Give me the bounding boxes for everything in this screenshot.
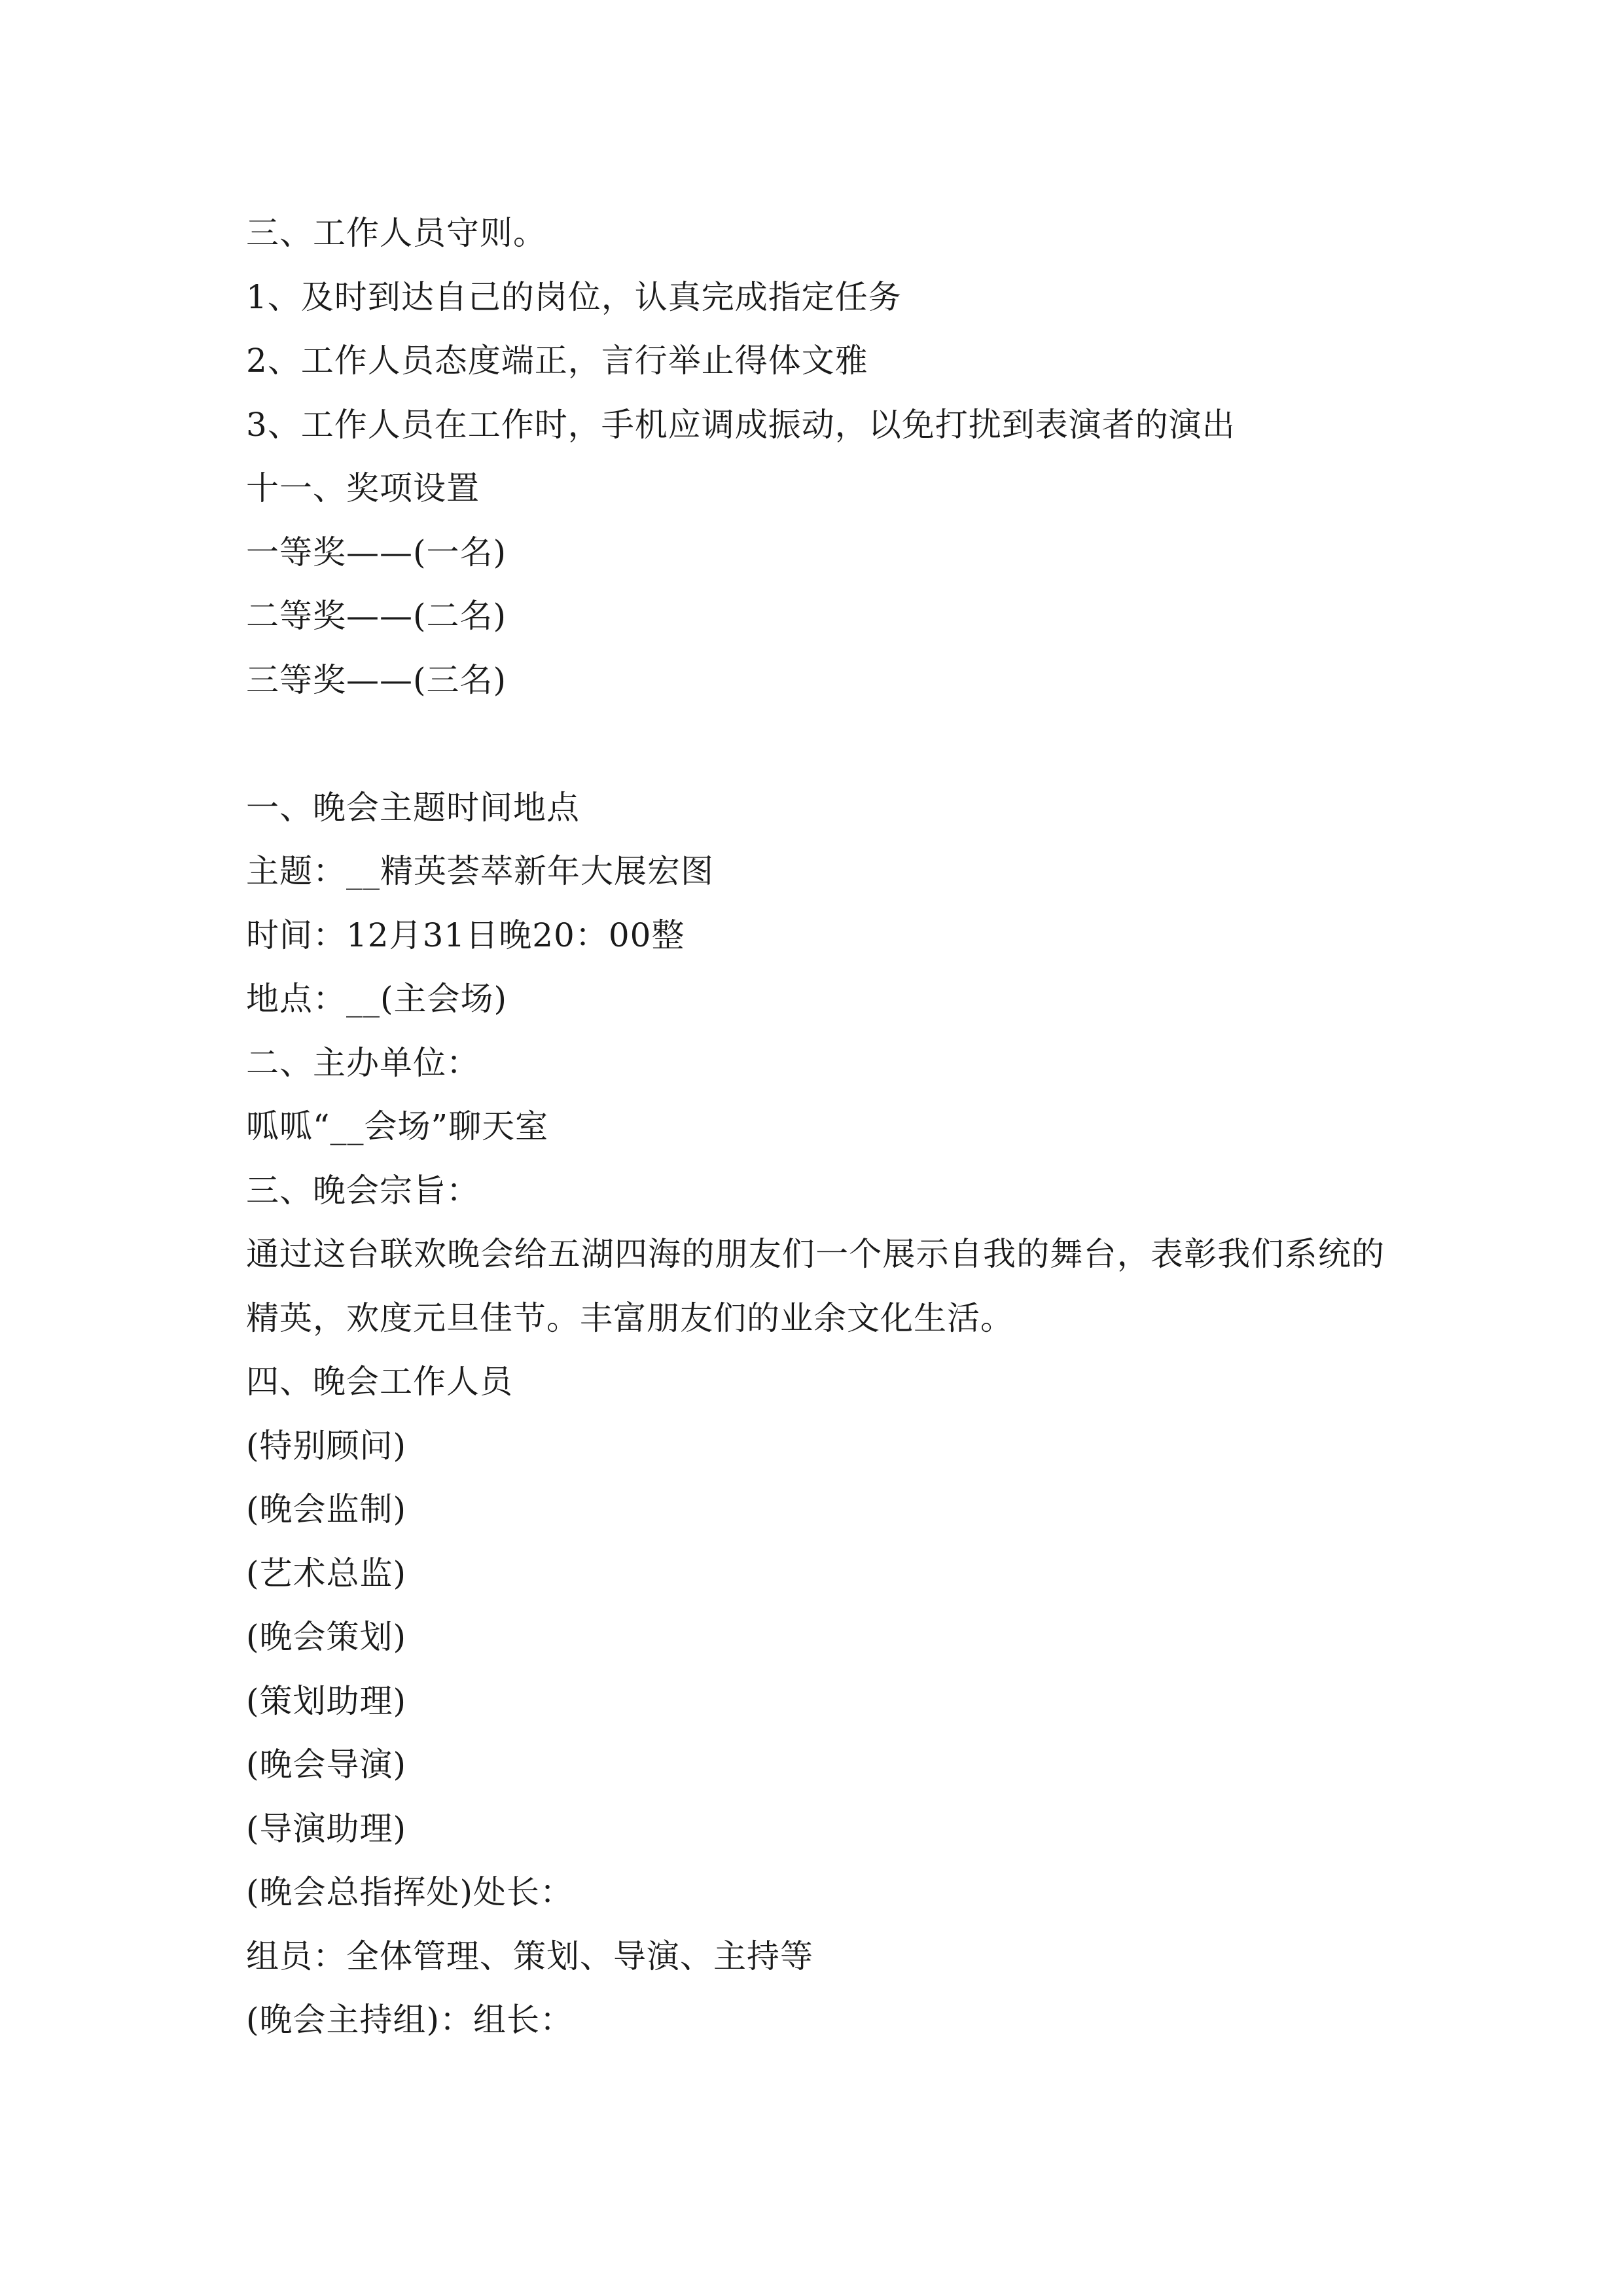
purpose-paragraph: 通过这台联欢晚会给五湖四海的朋友们一个展示自我的舞台，表彰我们系统的精英，欢度元旦佳节。丰富朋友们的业余文化生活。 xyxy=(246,1235,1385,1337)
place-line: 地点：__(主会场) xyxy=(246,980,508,1018)
section-heading-awards: 十一、奖项设置 xyxy=(246,469,480,507)
staff-members-line: 组员：全体管理、策划、导演、主持等 xyxy=(246,1937,813,1975)
time-line: 时间：12月31日晚20：00整 xyxy=(246,916,685,954)
rule-item-3: 3、工作人员在工作时，手机应调成振动，以免打扰到表演者的演出 xyxy=(246,405,1236,444)
award-second: 二等奖——(二名) xyxy=(246,597,507,635)
section-heading-theme-time-place: 一、晚会主题时间地点 xyxy=(246,788,580,827)
document-body xyxy=(246,202,1398,2053)
staff-role-producer: (晚会监制) xyxy=(246,1490,407,1528)
award-first: 一等奖——(一名) xyxy=(246,533,507,571)
section-heading-purpose: 三、晚会宗旨： xyxy=(246,1171,480,1210)
staff-role-planning-assistant: (策划助理) xyxy=(246,1681,407,1720)
staff-role-host-group: (晚会主持组)：组长： xyxy=(246,2001,574,2039)
rule-item-2: 2、工作人员态度端正，言行举止得体文雅 xyxy=(246,342,868,380)
theme-line: 主题：__精英荟萃新年大展宏图 xyxy=(246,852,714,890)
staff-role-special-advisor: (特别顾问) xyxy=(246,1426,407,1465)
section-spacer xyxy=(246,712,1398,776)
staff-role-art-director: (艺术总监) xyxy=(246,1554,407,1592)
organizer-line: 呱呱“__会场”聊天室 xyxy=(246,1107,549,1145)
staff-role-planner: (晚会策划) xyxy=(246,1618,407,1656)
staff-role-director: (晚会导演) xyxy=(246,1746,407,1784)
section-heading-staff: 四、晚会工作人员 xyxy=(246,1363,513,1401)
rule-item-1: 1、及时到达自己的岗位，认真完成指定任务 xyxy=(246,278,902,316)
staff-role-command-office: (晚会总指挥处)处长： xyxy=(246,1873,574,1911)
staff-role-director-assistant: (导演助理) xyxy=(246,1809,407,1848)
section-heading-organizer: 二、主办单位： xyxy=(246,1043,480,1082)
award-third: 三等奖——(三名) xyxy=(246,660,507,699)
section-heading-staff-rules: 三、工作人员守则。 xyxy=(246,214,546,252)
